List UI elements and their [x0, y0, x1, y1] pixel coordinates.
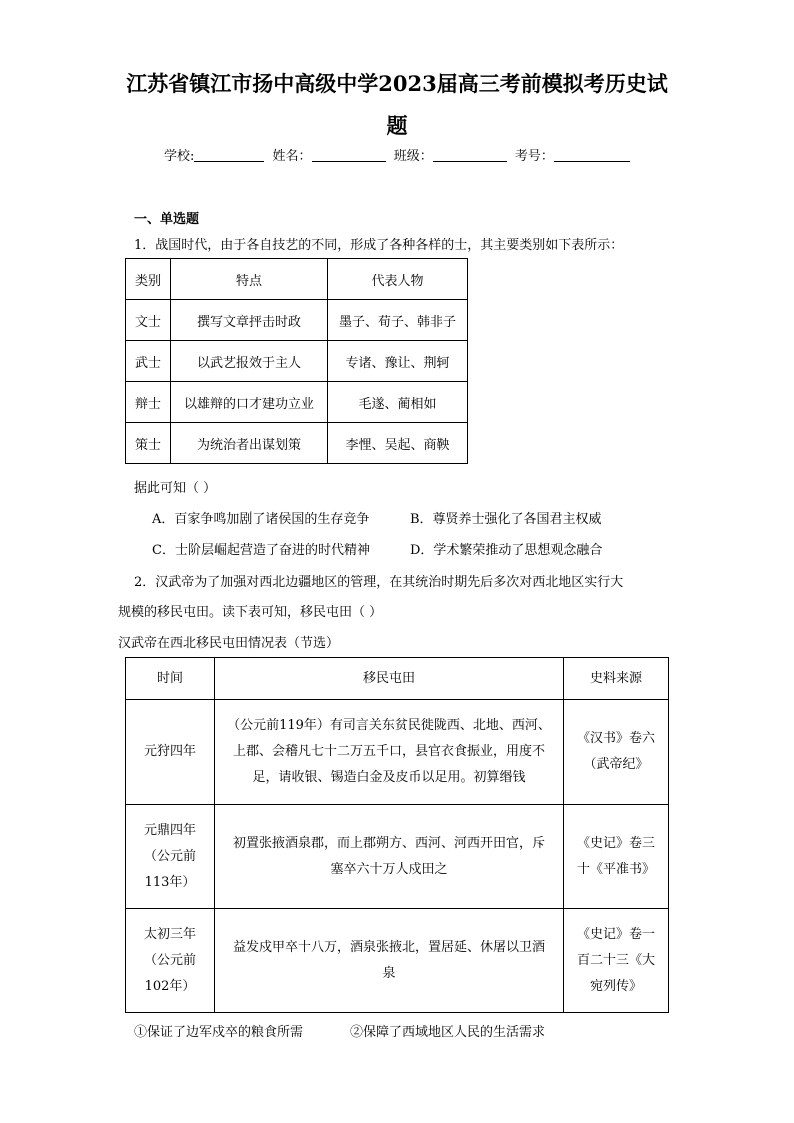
q1-stem: 1．战国时代，由于各自技艺的不同，形成了各种各样的士，其主要类别如下表所示： [134, 238, 624, 253]
q1-option-a[interactable]: A．百家争鸣加剧了诸侯国的生存竞争 [152, 512, 370, 527]
q1-ask: 据此可知（ ） [134, 481, 217, 496]
table-header: 代表人物 [328, 259, 468, 300]
table-cell-content: （公元前119年）有司言关东贫民徙陇西、北地、西河、 上郡、会稽凡七十二万五千口，县官衣食振业，用度不 足，请收银、锡造白金及皮币以足用。初算缗钱 [215, 700, 564, 805]
number-blank[interactable] [554, 148, 630, 162]
table-cell-time: 元鼎四年 （公元前 113年） [126, 805, 215, 909]
school-blank[interactable] [194, 148, 264, 162]
table-cell: 辩士 [126, 382, 171, 423]
table-header: 时间 [126, 658, 215, 700]
table-cell: 为统治者出谋划策 [171, 423, 328, 464]
q2-statement-2: ②保障了西域地区人民的生活需求 [350, 1025, 546, 1040]
table-row [126, 700, 669, 805]
name-label: 姓名： [272, 149, 312, 164]
table-cell-content: 初置张掖酒泉郡，而上郡朔方、西河、河西开田官，斥 塞卒六十万人戍田之 [215, 805, 564, 909]
q2-statement-1: ①保证了边军戍卒的粮食所需 [134, 1025, 304, 1040]
table-cell-source: 《史记》卷三 十《平准书》 [564, 805, 669, 909]
section-heading: 一、单选题 [134, 212, 200, 227]
table-row [126, 341, 468, 382]
table-cell: 以雄辩的口才建功立业 [171, 382, 328, 423]
table-header: 类别 [126, 259, 171, 300]
table-cell-source: 《史记》卷一 百二十三《大 宛列传》 [564, 909, 669, 1013]
table-row [126, 423, 468, 464]
table-cell-time: 元狩四年 [126, 700, 215, 805]
table-row [126, 300, 468, 341]
table-header-row [126, 259, 468, 300]
class-label: 班级： [393, 149, 433, 164]
table-cell-content: 益发戍甲卒十八万，酒泉张掖北，置居延、休屠以卫酒 泉 [215, 909, 564, 1013]
class-blank[interactable] [433, 148, 507, 162]
school-label: 学校: [164, 149, 195, 164]
student-info-row [164, 145, 634, 164]
q2-table [125, 657, 669, 1013]
table-cell: 武士 [126, 341, 171, 382]
table-row [126, 805, 669, 909]
q1-option-d[interactable]: D．学术繁荣推动了思想观念融合 [410, 543, 603, 558]
table-cell: 撰写文章抨击时政 [171, 300, 328, 341]
table-row [126, 382, 468, 423]
document-title-line1: 江苏省镇江市扬中高级中学2023届高三考前模拟考历史试 [126, 71, 668, 96]
document-title-line2: 题 [386, 113, 408, 138]
q1-option-c[interactable]: C．士阶层崛起营造了奋进的时代精神 [152, 543, 370, 558]
table-cell: 文士 [126, 300, 171, 341]
table-cell: 策士 [126, 423, 171, 464]
q1-option-b[interactable]: B．尊贤养士强化了各国君主权威 [410, 512, 602, 527]
table-header: 特点 [171, 259, 328, 300]
table-cell: 李悝、吴起、商鞅 [328, 423, 468, 464]
table-cell-source: 《汉书》卷六 （武帝纪》 [564, 700, 669, 805]
table-header-row [126, 658, 669, 700]
q2-stem-line1: 2．汉武帝为了加强对西北边疆地区的管理，在其统治时期先后多次对西北地区实行大 [134, 575, 624, 590]
table-cell: 墨子、荀子、韩非子 [328, 300, 468, 341]
q1-table [125, 258, 468, 464]
table-header: 史料来源 [564, 658, 669, 700]
table-header: 移民屯田 [215, 658, 564, 700]
name-blank[interactable] [312, 148, 386, 162]
q2-stem-line2: 规模的移民屯田。读下表可知，移民屯田（ ） [118, 605, 383, 620]
table-cell: 以武艺报效于主人 [171, 341, 328, 382]
table-cell: 专诸、豫让、荆轲 [328, 341, 468, 382]
q2-table-caption: 汉武帝在西北移民屯田情况表（节选） [118, 636, 340, 651]
number-label: 考号： [514, 149, 554, 164]
table-row [126, 909, 669, 1013]
table-cell-time: 太初三年 （公元前 102年） [126, 909, 215, 1013]
table-cell: 毛遂、蔺相如 [328, 382, 468, 423]
